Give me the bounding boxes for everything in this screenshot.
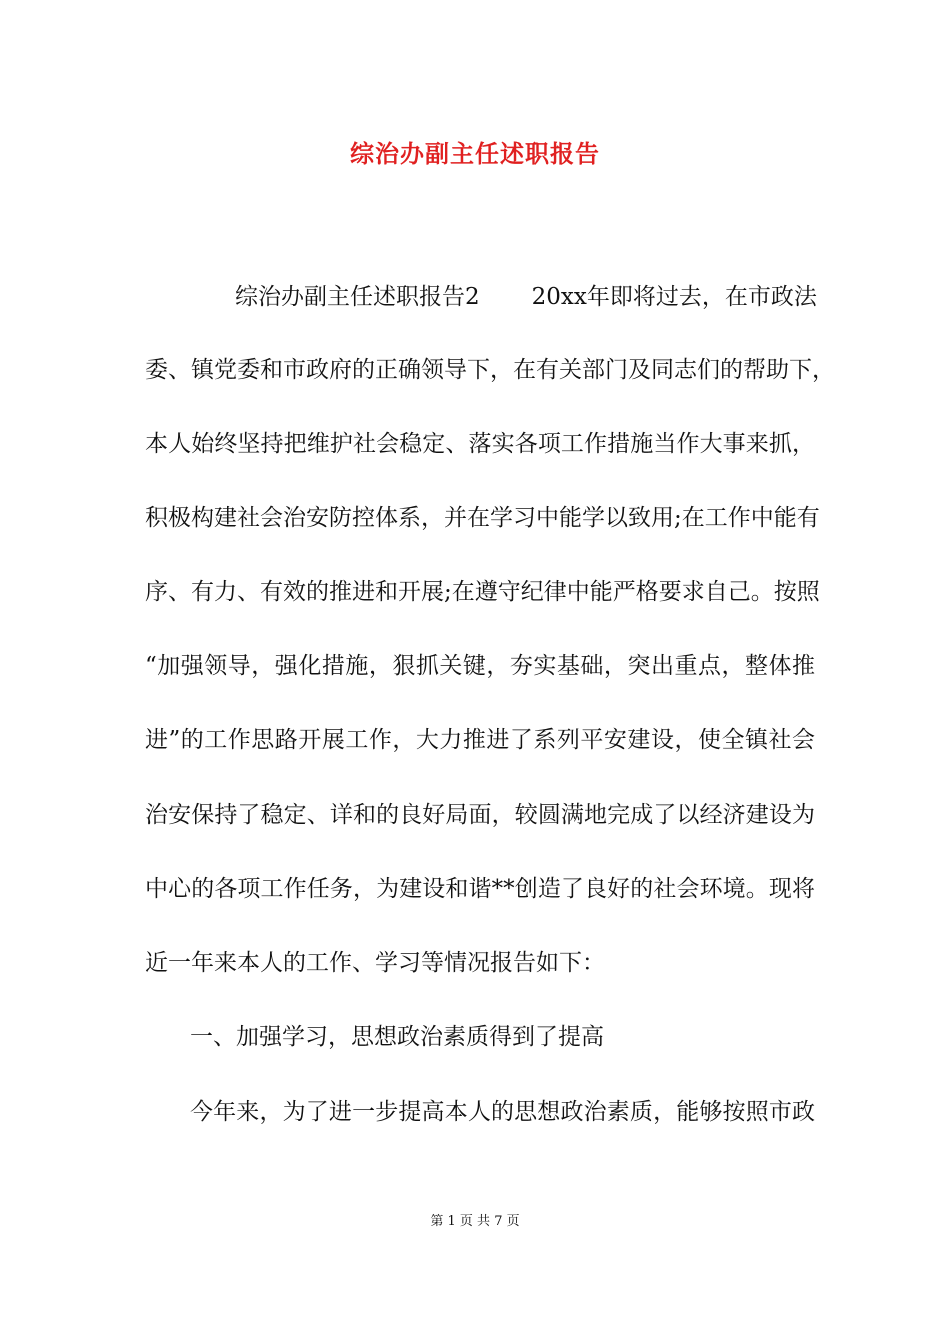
paragraph-line-7: 进”的工作思路开展工作，大力推进了系列平安建设，使全镇社会 (145, 727, 815, 753)
page-footer: 第 1 页 共 7 页 (430, 1214, 520, 1229)
paragraph-line-2: 委、镇党委和市政府的正确领导下，在有关部门及同志们的帮助下， (145, 357, 835, 383)
document-title: 综治办副主任述职报告 (350, 139, 600, 168)
intro-line-text: 20xx年即将过去，在市政法 (531, 284, 817, 310)
paragraph-line-4: 积极构建社会治安防控体系，并在学习中能学以致用;在工作中能有 (145, 505, 820, 531)
paragraph-line-12: 今年来，为了进一步提高本人的思想政治素质，能够按照市政 (190, 1099, 815, 1125)
paragraph-line-6: “加强领导，强化措施，狠抓关键，夯实基础，突出重点，整体推 (145, 653, 815, 679)
section-heading-1: 一、加强学习，思想政治素质得到了提高 (190, 1024, 604, 1050)
paragraph-line-9: 中心的各项工作任务，为建设和谐**创造了良好的社会环境。现将 (145, 876, 815, 902)
paragraph-line-3: 本人始终坚持把维护社会稳定、落实各项工作措施当作大事来抓， (145, 431, 815, 457)
paragraph-line-10: 近一年来本人的工作、学习等情况报告如下： (145, 950, 605, 976)
paragraph-line-1 (235, 282, 815, 312)
paragraph-line-8: 治安保持了稳定、详和的良好局面，较圆满地完成了以经济建设为 (145, 802, 815, 828)
paragraph-line-5: 序、有力、有效的推进和开展;在遵守纪律中能严格要求自己。按照 (145, 579, 820, 605)
intro-heading: 综治办副主任述职报告2 (235, 284, 480, 310)
